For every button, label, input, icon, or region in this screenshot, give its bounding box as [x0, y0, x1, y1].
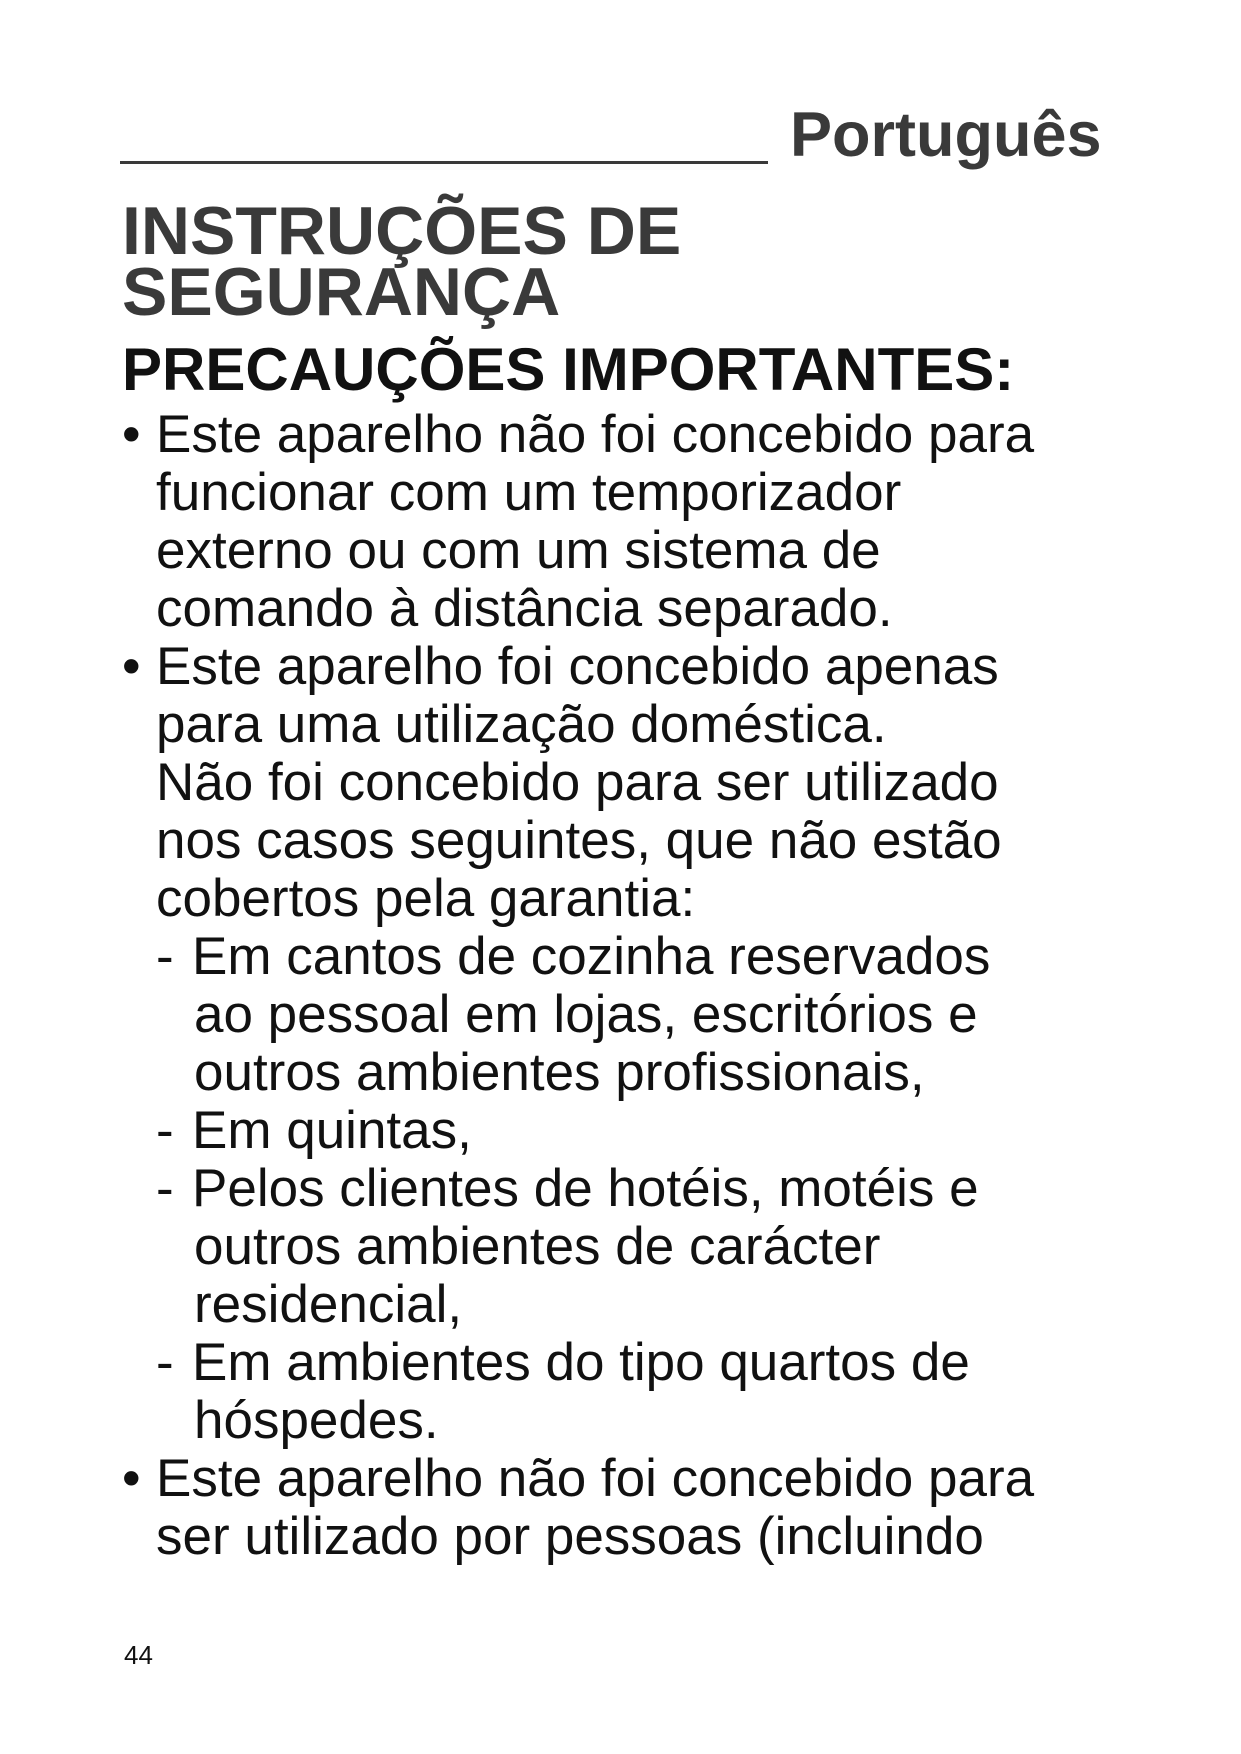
body-text-line: hóspedes. [194, 1391, 439, 1450]
section-title-line-1: INSTRUÇÕES DE [122, 193, 682, 269]
section-title-line-2: SEGURANÇA [122, 254, 561, 330]
dash-marker: - [156, 1333, 174, 1392]
body-text-line: cobertos pela garantia: [156, 869, 696, 928]
body-text-line: ao pessoal em lojas, escritórios e [194, 985, 978, 1044]
dash-marker: - [156, 1101, 174, 1160]
section-title [122, 193, 682, 330]
body-text-line: funcionar com um temporizador [156, 463, 902, 522]
body-text-line: nos casos seguintes, que não estão [156, 811, 1002, 870]
header-rule [120, 161, 768, 164]
body-text-line: Este aparelho foi concebido apenas [156, 637, 999, 696]
body-text-line: para uma utilização doméstica. [156, 695, 887, 754]
body-text-line: residencial, [194, 1275, 463, 1334]
body-text-line: outros ambientes profissionais, [194, 1043, 925, 1102]
page-number: 44 [124, 1640, 153, 1670]
body-text-line: Este aparelho não foi concebido para [156, 1449, 1035, 1508]
bullet-marker: • [122, 1449, 141, 1508]
dash-marker: - [156, 1159, 174, 1218]
section-subtitle: PRECAUÇÕES IMPORTANTES: [122, 336, 1015, 403]
dash-marker: - [156, 927, 174, 986]
bullet-marker: • [122, 405, 141, 464]
bullet-marker: • [122, 637, 141, 696]
body-text-line: outros ambientes de carácter [194, 1217, 881, 1276]
body-text-line: ser utilizado por pessoas (incluindo [156, 1507, 984, 1566]
body-text-line: Em ambientes do tipo quartos de [192, 1333, 970, 1392]
body-text-line: Não foi concebido para ser utilizado [156, 753, 999, 812]
body-text-line: Em cantos de cozinha reservados [192, 927, 991, 986]
body-text-line: Pelos clientes de hotéis, motéis e [192, 1159, 979, 1218]
body-text-line: Este aparelho não foi concebido para [156, 405, 1035, 464]
body-text-line: externo ou com um sistema de [156, 521, 881, 580]
language-label: Português [790, 100, 1102, 170]
body-text-line: Em quintas, [192, 1101, 472, 1160]
body-text-line: comando à distância separado. [156, 579, 893, 638]
